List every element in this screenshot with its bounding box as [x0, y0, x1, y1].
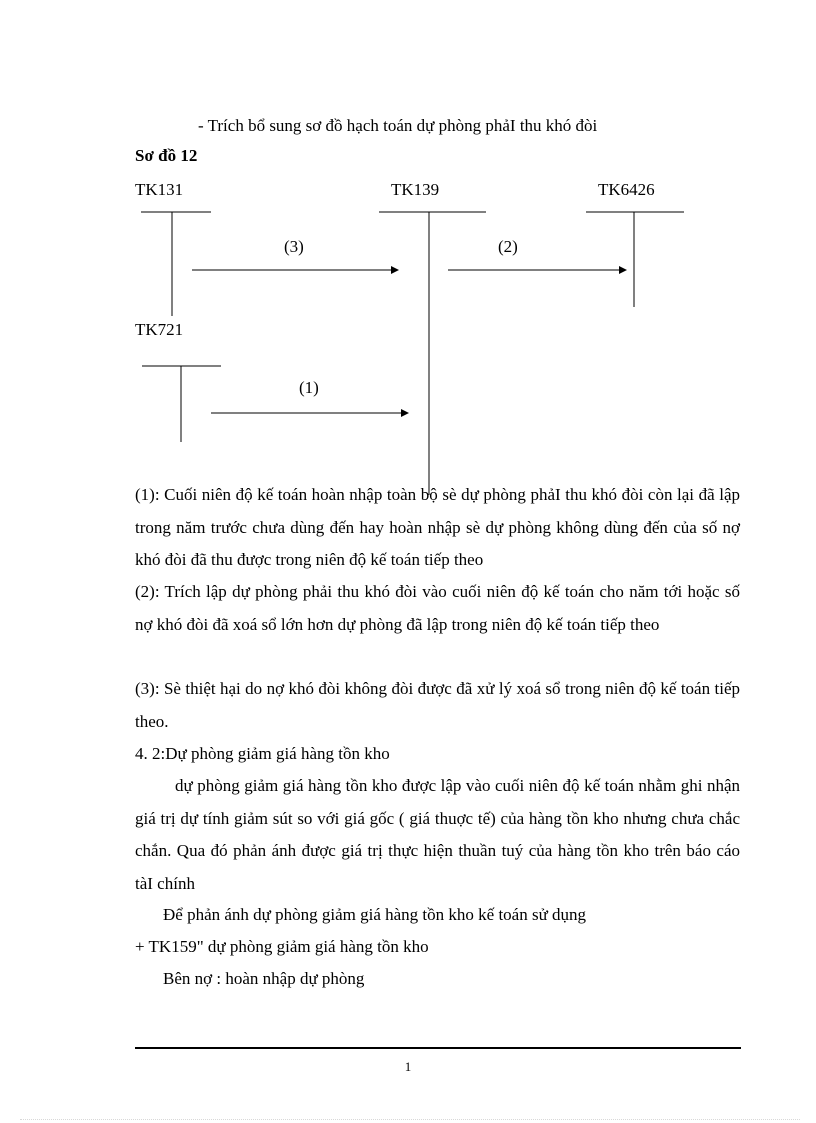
account-tk159-line: + TK159" dự phòng giảm giá hàng tồn kho — [135, 937, 429, 956]
account-label-tk131: TK131 — [135, 180, 184, 199]
account-label-tk6426: TK6426 — [598, 180, 655, 199]
diagram-title: Sơ đồ 12 — [135, 146, 198, 165]
debit-side-line: Bên nợ : hoàn nhập dự phòng — [163, 969, 365, 988]
note-2: (2): Trích lập dự phòng phải thu khó đòi vào cuối niên độ kế toán cho năm tới hoặc số nợ khó đòi đã xoá sổ lớn hơn dự phòng đã lập trong niên độ kế toán tiếp theo — [135, 582, 740, 634]
usage-line: Để phản ánh dự phòng giảm giá hàng tồn kho kế toán sử dụng — [163, 905, 587, 924]
section-4-2-heading: 4. 2:Dự phòng giảm giá hàng tồn kho — [135, 744, 390, 763]
account-label-tk721: TK721 — [135, 320, 184, 339]
t-account-tk131 — [141, 212, 211, 316]
arrow-label-3: (3) — [284, 237, 304, 256]
page-bottom-border — [20, 1119, 800, 1120]
t-account-tk721 — [142, 366, 221, 442]
section-heading: - Trích bổ sung sơ đồ hạch toán dự phòng phảI thu khó đòi — [198, 116, 598, 135]
t-account-tk6426 — [586, 212, 684, 307]
arrow-label-2: (2) — [498, 237, 518, 256]
arrow-label-1: (1) — [299, 378, 319, 397]
paragraph-inventory-provision: dự phòng giảm giá hàng tồn kho được lập vào cuối niên độ kế toán nhằm ghi nhận giá trị dự tính giảm sút so với giá gốc ( giá thuợc tế) của hàng tồn kho nhưng chưa chắc chắn. Qua đó phản ánh được giá trị thực hiện thuần tuý của hàng tồn kho trên báo cáo tàI chính — [135, 776, 740, 893]
footer-rule — [135, 1047, 741, 1049]
account-label-tk139: TK139 — [391, 180, 440, 199]
note-1: (1): Cuối niên độ kế toán hoàn nhập toàn bộ sè dự phòng phảI thu khó đòi còn lại đã lập trong năm trước chưa dùng đến hay hoàn nhập sè dự phòng không dùng đến của số nợ khó đòi đã thu được trong niên độ kế toán tiếp theo — [135, 485, 740, 569]
page-number: 1 — [404, 1059, 412, 1074]
t-account-tk139 — [379, 212, 486, 495]
note-3: (3): Sè thiệt hại do nợ khó đòi không đòi được đã xử lý xoá sổ trong niên độ kế toán tiếp theo. — [135, 679, 740, 731]
